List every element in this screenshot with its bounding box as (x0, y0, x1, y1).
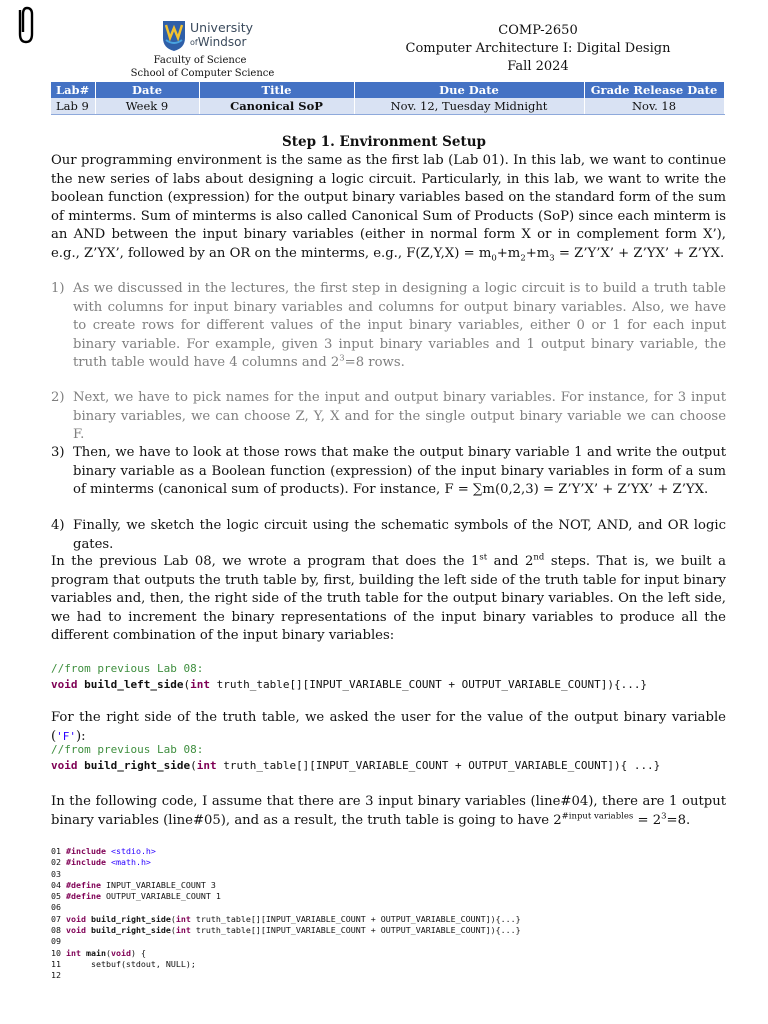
course-heading (398, 22, 678, 76)
list-number: 1) (51, 281, 65, 296)
right-side-paragraph: For the right side of the truth table, we asked the user for the value of the output binary variable ('F'): (51, 710, 726, 744)
list-text: Then, we have to look at those rows that make the output binary variable 1 and write the output binary variable as a Boolean function (expression) of the input binary variables in form of a sum of minterms (canonical sum of products). For instance, F = ∑m(0,2,3) = Z’Y’X’ + Z’YX’ + Z’YX. (73, 445, 726, 497)
list-number: 4) (51, 518, 65, 533)
course-title: Computer Architecture I: Digital Design (405, 41, 671, 56)
logo-text-university: University (190, 20, 254, 35)
intro-paragraph: Our programming environment is the same as the first lab (Lab 01). In this lab, we want to continue the new series of labs about designing a logic circuit. Particularly, in this lab, we want to write the boolean function (expression) for the output binary variables based on the standard form of the sum of minterms. Sum of minterms is also called Canonical Sum of Products (SoP) since each minterm is an AND between the input binary variables (either in normal form X or in complement form X’), e.g., Z’YX’, followed by an OR on the minterms, e.g., $F(Z,Y,X) = m_0+m_2+m_3$ = Z’Y’X’ + Z’YX’ + Z’YX. (51, 153, 726, 264)
table-row (51, 98, 724, 115)
table-cell: Lab 9 (51, 98, 95, 115)
course-code: COMP-2650 (498, 23, 578, 38)
list-text: Next, we have to pick names for the input and output binary variables. For instance, for 3 input binary variables, we can choose Z, Y, X and for the single output binary variable we can choose F. (73, 390, 726, 442)
table-cell: Week 9 (95, 98, 199, 115)
lab-info-table (51, 82, 725, 115)
table-header-cell: Due Date (354, 82, 584, 98)
logo-text-windsor: ofWindsor (190, 35, 247, 49)
list-text: Finally, we sketch the logic circuit using the schematic symbols of the NOT, AND, and OR logic gates. (73, 518, 726, 552)
table-header-cell: Title (199, 82, 354, 98)
paperclip-icon (14, 4, 36, 46)
table-header-row (51, 82, 724, 98)
code-listing: 01 #include <stdio.h> 02 #include <math.h> 03 04 #define INPUT_VARIABLE_COUNT 3 05 #define OUTPUT_VARIABLE_COUNT 1 06 07 void build_right_side(int truth_table[][INPUT_VARIABLE_COUNT + OUTPUT_VARIABLE_COUNT]){...} 08 void build_right_side(int truth_table[][INPUT_VARIABLE_COUNT + OUTPUT_VARIABLE_COUNT]){...} 09 10 int main(void) { 11 setbuf(stdout, NULL); 12 (51, 846, 521, 981)
list-number: 2) (51, 390, 65, 405)
table-cell: Nov. 18 (584, 98, 724, 115)
list-text: As we discussed in the lectures, the first step in designing a logic circuit is to build a truth table with columns for input binary variables and columns for output binary variables. Also, we have to create rows for different values of the input binary variables, either 0 or 1 for each input binary variable. For example, given 3 input binary variables and 1 output binary variable, the truth table would have 4 columns and $2^3=8$ rows. (73, 281, 726, 370)
code-snippet-right-side: //from previous Lab 08: void build_right_side(int truth_table[][INPUT_VARIABLE_COUNT + OUTPUT_VARIABLE_COUNT]){ ...} (51, 743, 661, 772)
list-number: 3) (51, 445, 65, 460)
table-cell: Nov. 12, Tuesday Midnight (354, 98, 584, 115)
course-term: Fall 2024 (507, 59, 569, 74)
table-header-cell: Date (95, 82, 199, 98)
school-label: School of Computer Science (130, 68, 275, 79)
section-title: Step 1. Environment Setup (282, 134, 486, 150)
code-snippet-left-side: //from previous Lab 08: void build_left_side(int truth_table[][INPUT_VARIABLE_COUNT + OUTPUT_VARIABLE_COUNT]){...} (51, 662, 648, 691)
previous-lab-paragraph: In the previous Lab 08, we wrote a program that does the 1st and 2nd steps. That is, we built a program that outputs the truth table by, first, building the left side of the truth table for input binary variables and, then, the right side of the truth table for the output binary variables. On the left side, we had to increment the binary representations of the input binary variables to produce all the different combination of the input binary variables: (51, 552, 726, 643)
table-cell: Canonical SoP (199, 98, 354, 115)
following-code-paragraph: In the following code, I assume that there are 3 input binary variables (line#04), there are 1 output binary variables (line#05), and as a result, the truth table is going to have $2^{\#input variables} = 2^3=8$. (51, 794, 726, 828)
table-header-cell: Lab# (51, 82, 95, 98)
table-header-cell: Grade Release Date (584, 82, 724, 98)
faculty-label: Faculty of Science (153, 55, 247, 66)
shield-icon (162, 20, 186, 52)
university-logo (162, 20, 252, 54)
